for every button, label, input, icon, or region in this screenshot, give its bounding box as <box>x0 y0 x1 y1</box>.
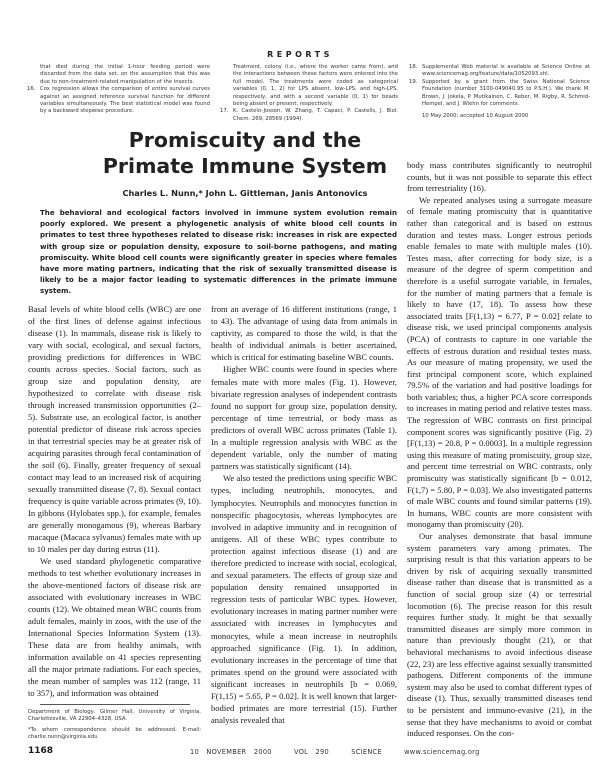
body-column-3 <box>407 160 592 740</box>
body-column-2 <box>211 303 397 726</box>
body-paragraph: Our analyses demonstrate that basal immune system parameters vary among primates. The surprising result is that this variation appears to be driven by risk of acquiring sexually transmitted disease rather than disease that is transmitted as a function of social group size (4) or terrestrial locomotion (6). The precise reason for this result requires further study. It might be that sexually transmitted diseases are simply more common in nature than previously thought (21), or that behavioral mechanisms to avoid infectious disease (22, 23) are less effective against sexually transmitted pathogens. Different components of the immune system may also be used to combat different types of disease (1). Thus, sexually transmitted diseases tend to be persistent and immuno-evasive (21), in the sense that they have mechanisms to avoid or combat induced responses. On the con- <box>407 531 592 739</box>
page-number: 1168 <box>28 746 54 756</box>
references-column-1 <box>27 64 210 116</box>
reference-item: 17. K. Castelo-Josson, W. Zhang, T. Capaci, P. Castells, J. Biol. Chem. 269, 28569 (1994). <box>220 108 398 122</box>
reference-item: Treatment, colony (i.e., where the worker came from), and the interactions between these factors were entered into the full model. The treatments were coded as categorical variables (0, 1, 2) for LPS absent, low-LPS, and high-LPS, respectively, and with a second variable (0, 1) for beads being absent or present, respectively. <box>233 64 398 108</box>
footnote-divider <box>40 704 190 705</box>
body-paragraph: Higher WBC counts were found in species where females mate with more males (Fig. 1). However, bivariate regression analyses of independent contrasts found no support for group size, population density, percentage of time terrestrial, or body mass as predictors of overall WBC across primates (Table 1). In a multiple regression analysis with WBC as the dependent variable, only the number of mating partners was statistically significant (14). <box>211 364 397 472</box>
body-paragraph: Basal levels of white blood cells (WBC) are one of the first lines of defense against infectious disease (1). In mammals, disease risk is likely to vary with social, ecological, and sexual factors, providing predictions for differences in WBC counts across species. Social factors, such as group size and population density, are hypothesized to correlate with disease risk through increased transmission opportunities (2–5). Substrate use, an ecological factor, is another potential predictor of disease risk across species in that terrestrial species may be at greater risk of acquiring parasites through fecal contamination of the soil (6). Finally, greater frequency of sexual contact may lead to an increased risk of acquiring sexually transmitted disease (7, 8). Sexual contact frequency is quite variable across primates (9, 10). In gibbons (Hylobates spp.), for example, females are generally monogamous (9), whereas Barbary macaque (Macaca sylvanus) females mate with up to 10 males per day during estrus (11). <box>28 304 202 554</box>
article-title: Promiscuity and the Primate Immune System <box>102 128 388 178</box>
body-paragraph: We repeated analyses using a surrogate measure of female mating promiscuity that is quantitative rather than categorical and is based on estrous duration and testes mass. Longer estrous periods enable females to mate with multiple males (10). Testes mass, after correcting for body size, is a measure of the degree of sperm competition and therefore is a useful surrogate variable, in females, for the number of mating partners that a female is likely to have (17, 18). To assess how these associated traits [F(1,13) = 6.77, P = 0.02] relate to disease risk, we used principal components analysis (PCA) of contrasts to capture in one variable the effects of estrous duration and residual testes mass. As our measure of mating propensity, we used the first principal component score, which explained 79.5% of the variation and had positive loadings for both variables; thus, a higher PCA score corresponds to increases in mating period and relative testes mass. The regression of WBC contrasts on first principal component scores was significantly positive (Fig. 2) [F(1,13) = 20.8, P = 0.0003]. In a multiple regression using this measure of mating promiscuity, group size, and percent time terrestrial on WBC contrasts, only promiscuity was statistically significant [b = 0.012, F(1,7) = 5.80, P = 0.03]. We also investigated patterns of male WBC counts and found similar patterns (19). In humans, WBC counts are more consistent with monogamy than promiscuity (20). <box>407 194 592 530</box>
references-column-3 <box>409 64 590 121</box>
body-paragraph: We also tested the predictions using specific WBC types, including neutrophils, monocytes, and lymphocytes. Neutrophils and monocytes function in nonspecific phagocytosis, whereas lymphocytes are involved in adaptive immunity and in recognition of antigens. All of these WBC types contribute to protection against infectious disease (1) and are therefore predicted to increase with social, ecological, and sexual parameters. The effects of group size and population density remained unsupported in regression tests of particular WBC types. However, evolutionary increases in mating partner number were associated with increases in lymphocytes and monocytes, while a mean increase in neutrophils approached significance (Fig. 1). In addition, evolutionary increases in the percentage of time that primates spend on the ground were associated with significant increases in neutrophils [b = 0.069, F(1,15) = 5.65, P = 0.02]. It is well known that larger-bodied primates are more terrestrial (15). Further analysis revealed that <box>211 473 397 726</box>
body-column-1 <box>28 303 201 699</box>
issue-line: 10 NOVEMBER 2000 VOL 290 SCIENCE www.sciencemag.org <box>190 748 480 756</box>
author-affiliation: Department of Biology, Gilmer Hall, University of Virginia, Charlottesville, VA 22904–4328, USA. <box>28 709 201 723</box>
reference-item: 16. Cox regression allows the comparison of entire survival curves against an assigned reference survival function for different variables simultaneously. The best statistical model was found by a backward stepwise procedure. <box>27 86 210 115</box>
article-authors: Charles L. Nunn,* John L. Gittleman, Janis Antonovics <box>122 188 368 198</box>
reference-item: that died during the initial 1-hour feeding period were discarded from the data set, on the assumption that this was due to non–treatment-related manipulation of the insects. <box>40 64 210 85</box>
footnotes <box>28 709 201 742</box>
correspondence-note: *To whom correspondence should be addressed. E-mail: charlie.nunn@virginia.edu <box>28 726 201 741</box>
received-dates: 10 May 2000; accepted 10 August 2000 <box>422 113 529 120</box>
references-column-2 <box>220 64 398 123</box>
reference-item: 19. Supported by a grant from the Swiss National Science Foundation (number 3100-049040.95 to P.S.H.). We thank M. Brown, J. Jokela, P. Mutikainen, C. Reber, M. Rigby, R. Schmid-Hempel, and J. Wiehn for comments. <box>409 78 590 108</box>
body-paragraph: We used standard phylogenetic comparative methods to test whether evolutionary increases in the above-mentioned factors of disease risk are associated with evolutionary increases in WBC counts (12). We obtained mean WBC counts from adult females, mainly in zoos, with the use of the International Species Information System (13). These data are from healthy animals, with information available on 41 species representing all the major primate radiations. For each species, the mean number of samples was 112 (range, 11 to 357), and information was obtained <box>28 556 201 698</box>
article-abstract: The behavioral and ecological factors involved in immune system evolution remain poorly explored. We present a phylogenetic analysis of white blood cell counts in primates to test three hypotheses related to disease risk: increases in risk are expected with group size or population density, exposure to soil-borne pathogens, and mating promiscuity. White blood cell counts were significantly greater in species where females have more mating partners, indicating that the risk of sexually transmitted disease is likely to be a major factor leading to systematic differences in the primate immune system. <box>40 208 397 296</box>
body-paragraph: from an average of 16 different institutions (range, 1 to 43). The advantage of using data from animals in captivity, as compared to those the wild, is that the health of individual animals is better ascertained, which is critical for estimating baseline WBC counts. <box>211 304 397 363</box>
reference-item: 18. Supplemental Web material is available at Science Online at www.sciencemag.org/feature/data/1052093.shl. <box>409 64 590 78</box>
running-head: REPORTS <box>267 50 333 59</box>
body-paragraph: body mass contributes significantly to neutrophil counts, but it was not possible to separate this effect from terrestriality (16). <box>407 160 592 194</box>
